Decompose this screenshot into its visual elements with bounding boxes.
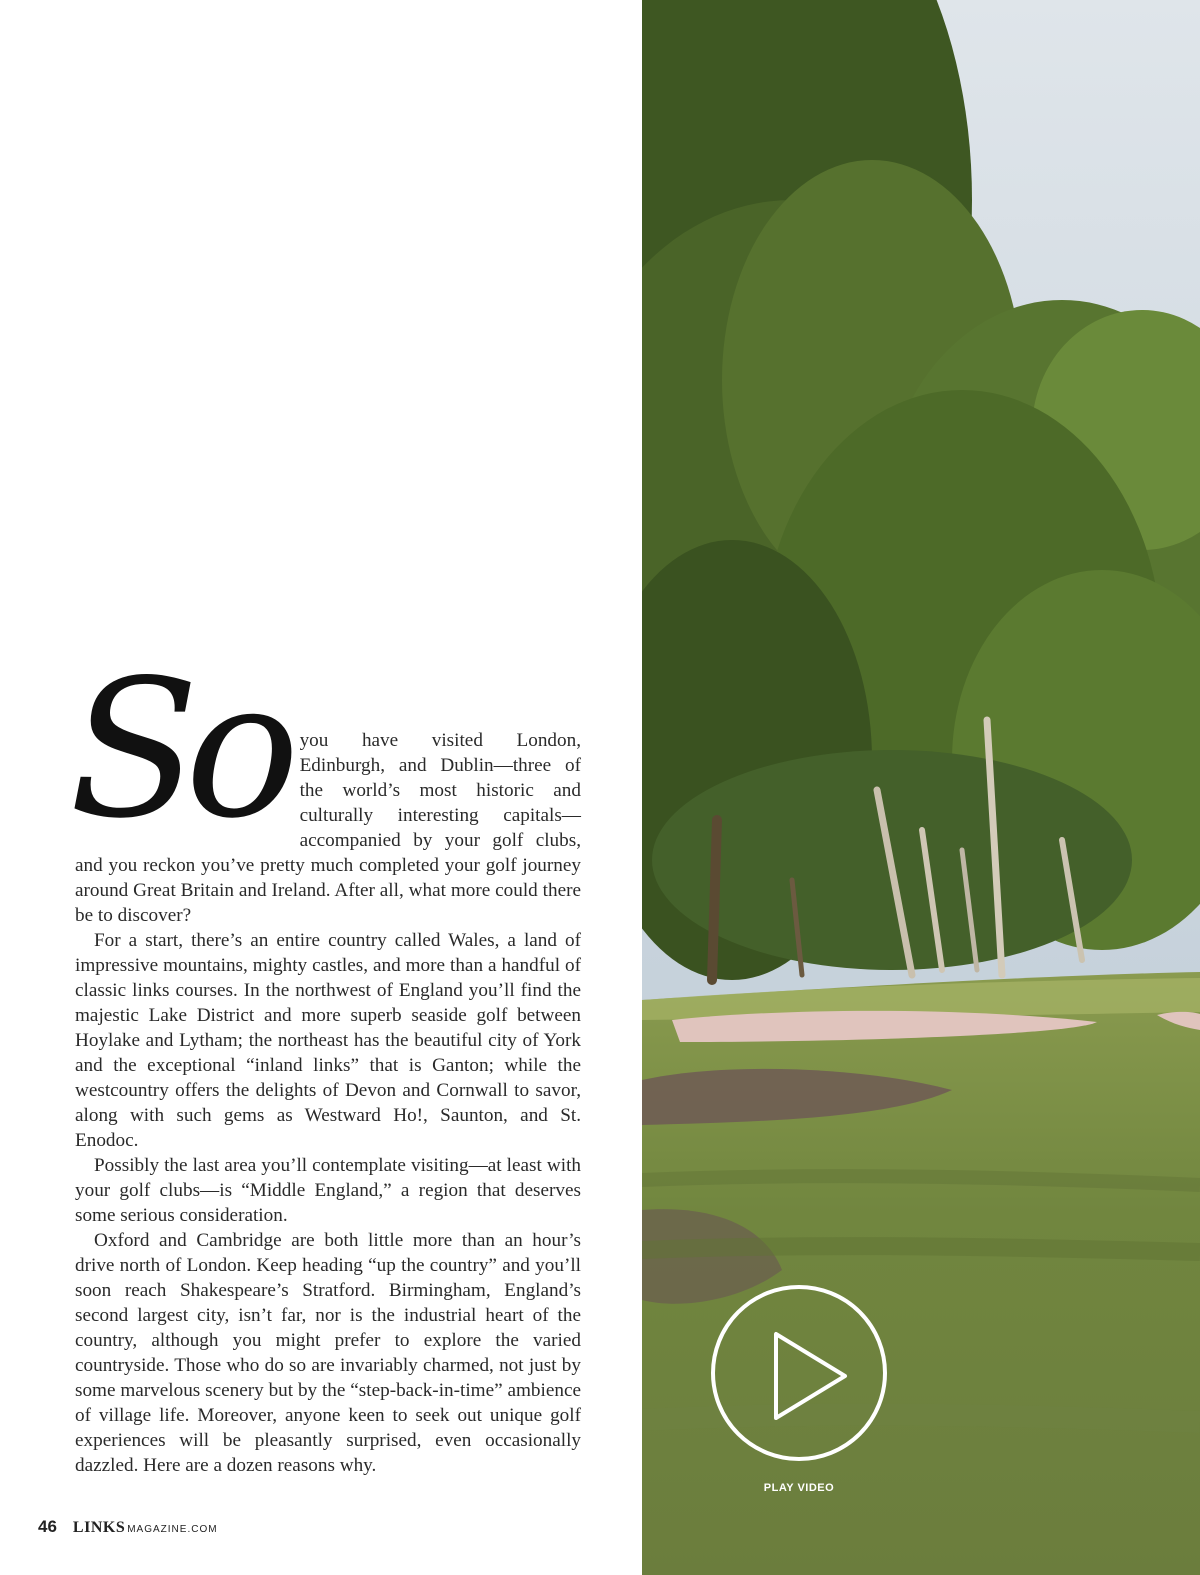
golf-course-photo xyxy=(642,0,1200,1575)
magazine-domain: MAGAZINE.COM xyxy=(127,1524,218,1535)
page-number: 46 xyxy=(38,1517,57,1536)
play-icon[interactable] xyxy=(710,1284,888,1462)
article-body xyxy=(69,639,581,1478)
paragraph-2: For a start, there’s an entire country called Wales, a land of impressive mountains, mighty castles, and more than a handful of classic links courses. In the northwest of England you’ll find the majestic Lake District and more superb seaside golf between Hoylake and Lytham; the northeast has the beautiful city of York and the exceptional “inland links” that is Ganton; while the westcountry offers the delights of Devon and Cornwall to savor, along with such gems as Westward Ho!, Saunton, and St. Enodoc. xyxy=(75,930,581,1151)
magazine-brand: LINKS xyxy=(72,1519,126,1536)
paragraph-4: Oxford and Cambridge are both little more than an hour’s drive north of London. Keep heading “up the country” and you’ll soon reach Shakespeare’s Stratford. Birmingham, England’s second largest city, isn’t far, nor is the industrial heart of the country, although you might prefer to explore the varied countryside. Those who do so are invariably charmed, not just by some marvelous scenery but by the “step-back-in-time” ambience of village life. Moreover, anyone keen to seek out unique golf experiences will be pleasantly surprised, even occasionally dazzled. Here are a dozen reasons why. xyxy=(75,1230,581,1476)
folio xyxy=(38,1517,218,1537)
paragraph-1: you have visited London, Edinburgh, and Dublin—three of the world’s most historic and culturally interesting capitals—accompanied by your golf clubs, and you reckon you’ve pretty much completed your golf journey around Great Britain and Ireland. After all, what more could there be to discover? xyxy=(75,730,581,926)
play-video-label[interactable]: PLAY VIDEO xyxy=(763,1482,835,1494)
play-video-button[interactable] xyxy=(710,1284,888,1462)
paragraph-3: Possibly the last area you’ll contemplate visiting—at least with your golf clubs—is “Middle England,” a region that deserves some serious consideration. xyxy=(75,1155,581,1226)
drop-cap: So xyxy=(69,639,286,860)
